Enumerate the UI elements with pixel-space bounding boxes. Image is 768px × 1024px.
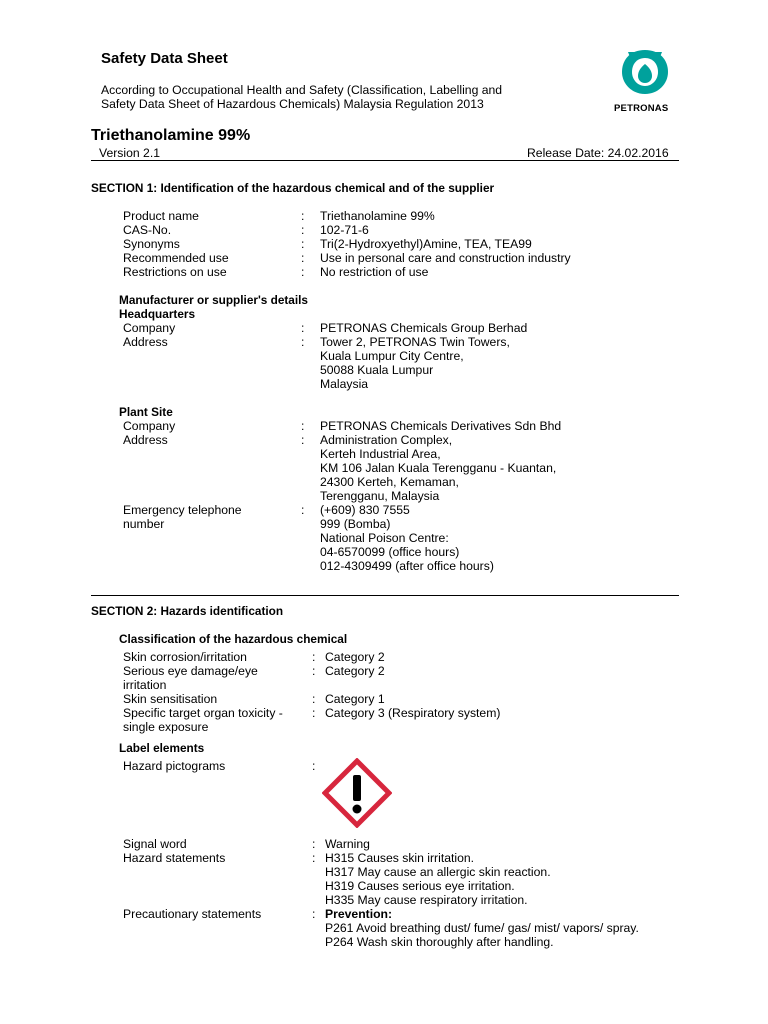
hq-company: PETRONAS Chemicals Group Berhad	[320, 321, 528, 335]
petronas-logo-icon	[610, 46, 680, 100]
petronas-logo	[610, 46, 680, 118]
regulation-line: According to Occupational Health and Safety (Classification, Labelling and	[101, 83, 503, 97]
row-label: Synonyms	[123, 237, 180, 251]
hazard-statements-label: Hazard statements	[123, 851, 226, 865]
classification-labels: Skin corrosion/irritation Serious eye damage/eye irritation Skin sensitisation Specific target organ toxicity - single exposure	[123, 650, 283, 734]
emergency-line: National Poison Centre:	[320, 531, 449, 545]
logo-wordmark: PETRONAS	[614, 103, 669, 114]
hazard-statement: H317 May cause an allergic skin reaction.	[325, 865, 551, 879]
emergency-line: (+609) 830 7555	[320, 503, 410, 517]
classification-values	[325, 650, 500, 720]
address-line: Tower 2, PETRONAS Twin Towers,	[320, 335, 510, 349]
version: Version 2.1	[99, 146, 160, 160]
hazard-statement: H319 Causes serious eye irritation.	[325, 879, 515, 893]
address-line: Administration Complex,	[320, 433, 453, 447]
hq-company-label: Company	[123, 321, 176, 335]
regulation-line: Safety Data Sheet of Hazardous Chemicals) Malaysia Regulation 2013	[101, 97, 484, 111]
address-line: 50088 Kuala Lumpur	[320, 363, 434, 377]
row-label: CAS-No.	[123, 223, 172, 237]
manufacturer-heading: Manufacturer or supplier's details	[119, 293, 308, 307]
precautionary-label: Precautionary statements	[123, 907, 262, 921]
row-label: Restrictions on use	[123, 265, 227, 279]
emergency-line: 012-4309499 (after office hours)	[320, 559, 494, 573]
row-value: No restriction of use	[320, 265, 429, 279]
category-value: Category 2	[325, 650, 385, 664]
regulation-text	[101, 83, 502, 111]
category-value: Category 1	[325, 692, 385, 706]
address-line: Kerteh Industrial Area,	[320, 447, 441, 461]
headquarters-heading: Headquarters	[119, 307, 196, 321]
hazard-statement: H335 May cause respiratory irritation.	[325, 893, 528, 907]
row-value: Triethanolamine 99%	[320, 209, 435, 223]
emergency-numbers	[320, 503, 494, 573]
section1-colons: : : : : :	[301, 209, 305, 279]
plant-company-label: Company	[123, 419, 176, 433]
plant-site-heading: Plant Site	[119, 405, 173, 419]
address-line: 24300 Kerteh, Kemaman,	[320, 475, 459, 489]
plant-address-label: Address	[123, 433, 168, 447]
address-line: KM 106 Jalan Kuala Terengganu - Kuantan,	[320, 461, 557, 475]
emergency-line: 999 (Bomba)	[320, 517, 391, 531]
category-value: Category 2	[325, 664, 385, 678]
hq-address	[320, 335, 510, 391]
classification-heading: Classification of the hazardous chemical	[119, 632, 348, 646]
prevention-heading: Prevention:	[325, 907, 393, 921]
precautionary-statement: P261 Avoid breathing dust/ fume/ gas/ mist/ vapors/ spray.	[325, 921, 639, 935]
row-label: Product name	[123, 209, 199, 223]
header-divider	[91, 160, 679, 161]
section1-heading: SECTION 1: Identification of the hazardous chemical and of the supplier	[91, 181, 495, 195]
product-title: Triethanolamine 99%	[91, 127, 251, 144]
release-date: Release Date: 24.02.2016	[527, 146, 669, 160]
plant-company: PETRONAS Chemicals Derivatives Sdn Bhd	[320, 419, 562, 433]
category-value: Category 3 (Respiratory system)	[325, 706, 501, 720]
precautionary-statement: P264 Wash skin thoroughly after handling.	[325, 935, 554, 949]
signal-word-label: Signal word	[123, 837, 187, 851]
address-line: Kuala Lumpur City Centre,	[320, 349, 464, 363]
address-line: Terengganu, Malaysia	[320, 489, 440, 503]
section-divider	[91, 595, 679, 596]
row-label: Recommended use	[123, 251, 229, 265]
row-value: 102-71-6	[320, 223, 369, 237]
plant-address	[320, 433, 556, 503]
emergency-label: Emergency telephone number	[123, 503, 242, 531]
section2-heading: SECTION 2: Hazards identification	[91, 604, 284, 618]
address-line: Malaysia	[320, 377, 369, 391]
row-value: Tri(2-Hydroxyethyl)Amine, TEA, TEA99	[320, 237, 532, 251]
emergency-line: 04-6570099 (office hours)	[320, 545, 460, 559]
hazard-statement: H315 Causes skin irritation.	[325, 851, 475, 865]
pictograms-label: Hazard pictograms	[123, 759, 226, 773]
signal-word: Warning	[325, 837, 370, 851]
document-title: Safety Data Sheet	[101, 50, 228, 67]
hq-address-label: Address	[123, 335, 168, 349]
section1-values	[320, 209, 571, 279]
hazard-statements	[325, 851, 551, 907]
precautionary-statements	[325, 907, 639, 949]
row-value: Use in personal care and construction industry	[320, 251, 571, 265]
section1-labels	[123, 209, 229, 279]
label-elements-heading: Label elements	[119, 741, 205, 755]
exclamation-mark-ghs07-icon	[322, 758, 392, 828]
classification-colons: : : : :	[312, 650, 316, 720]
